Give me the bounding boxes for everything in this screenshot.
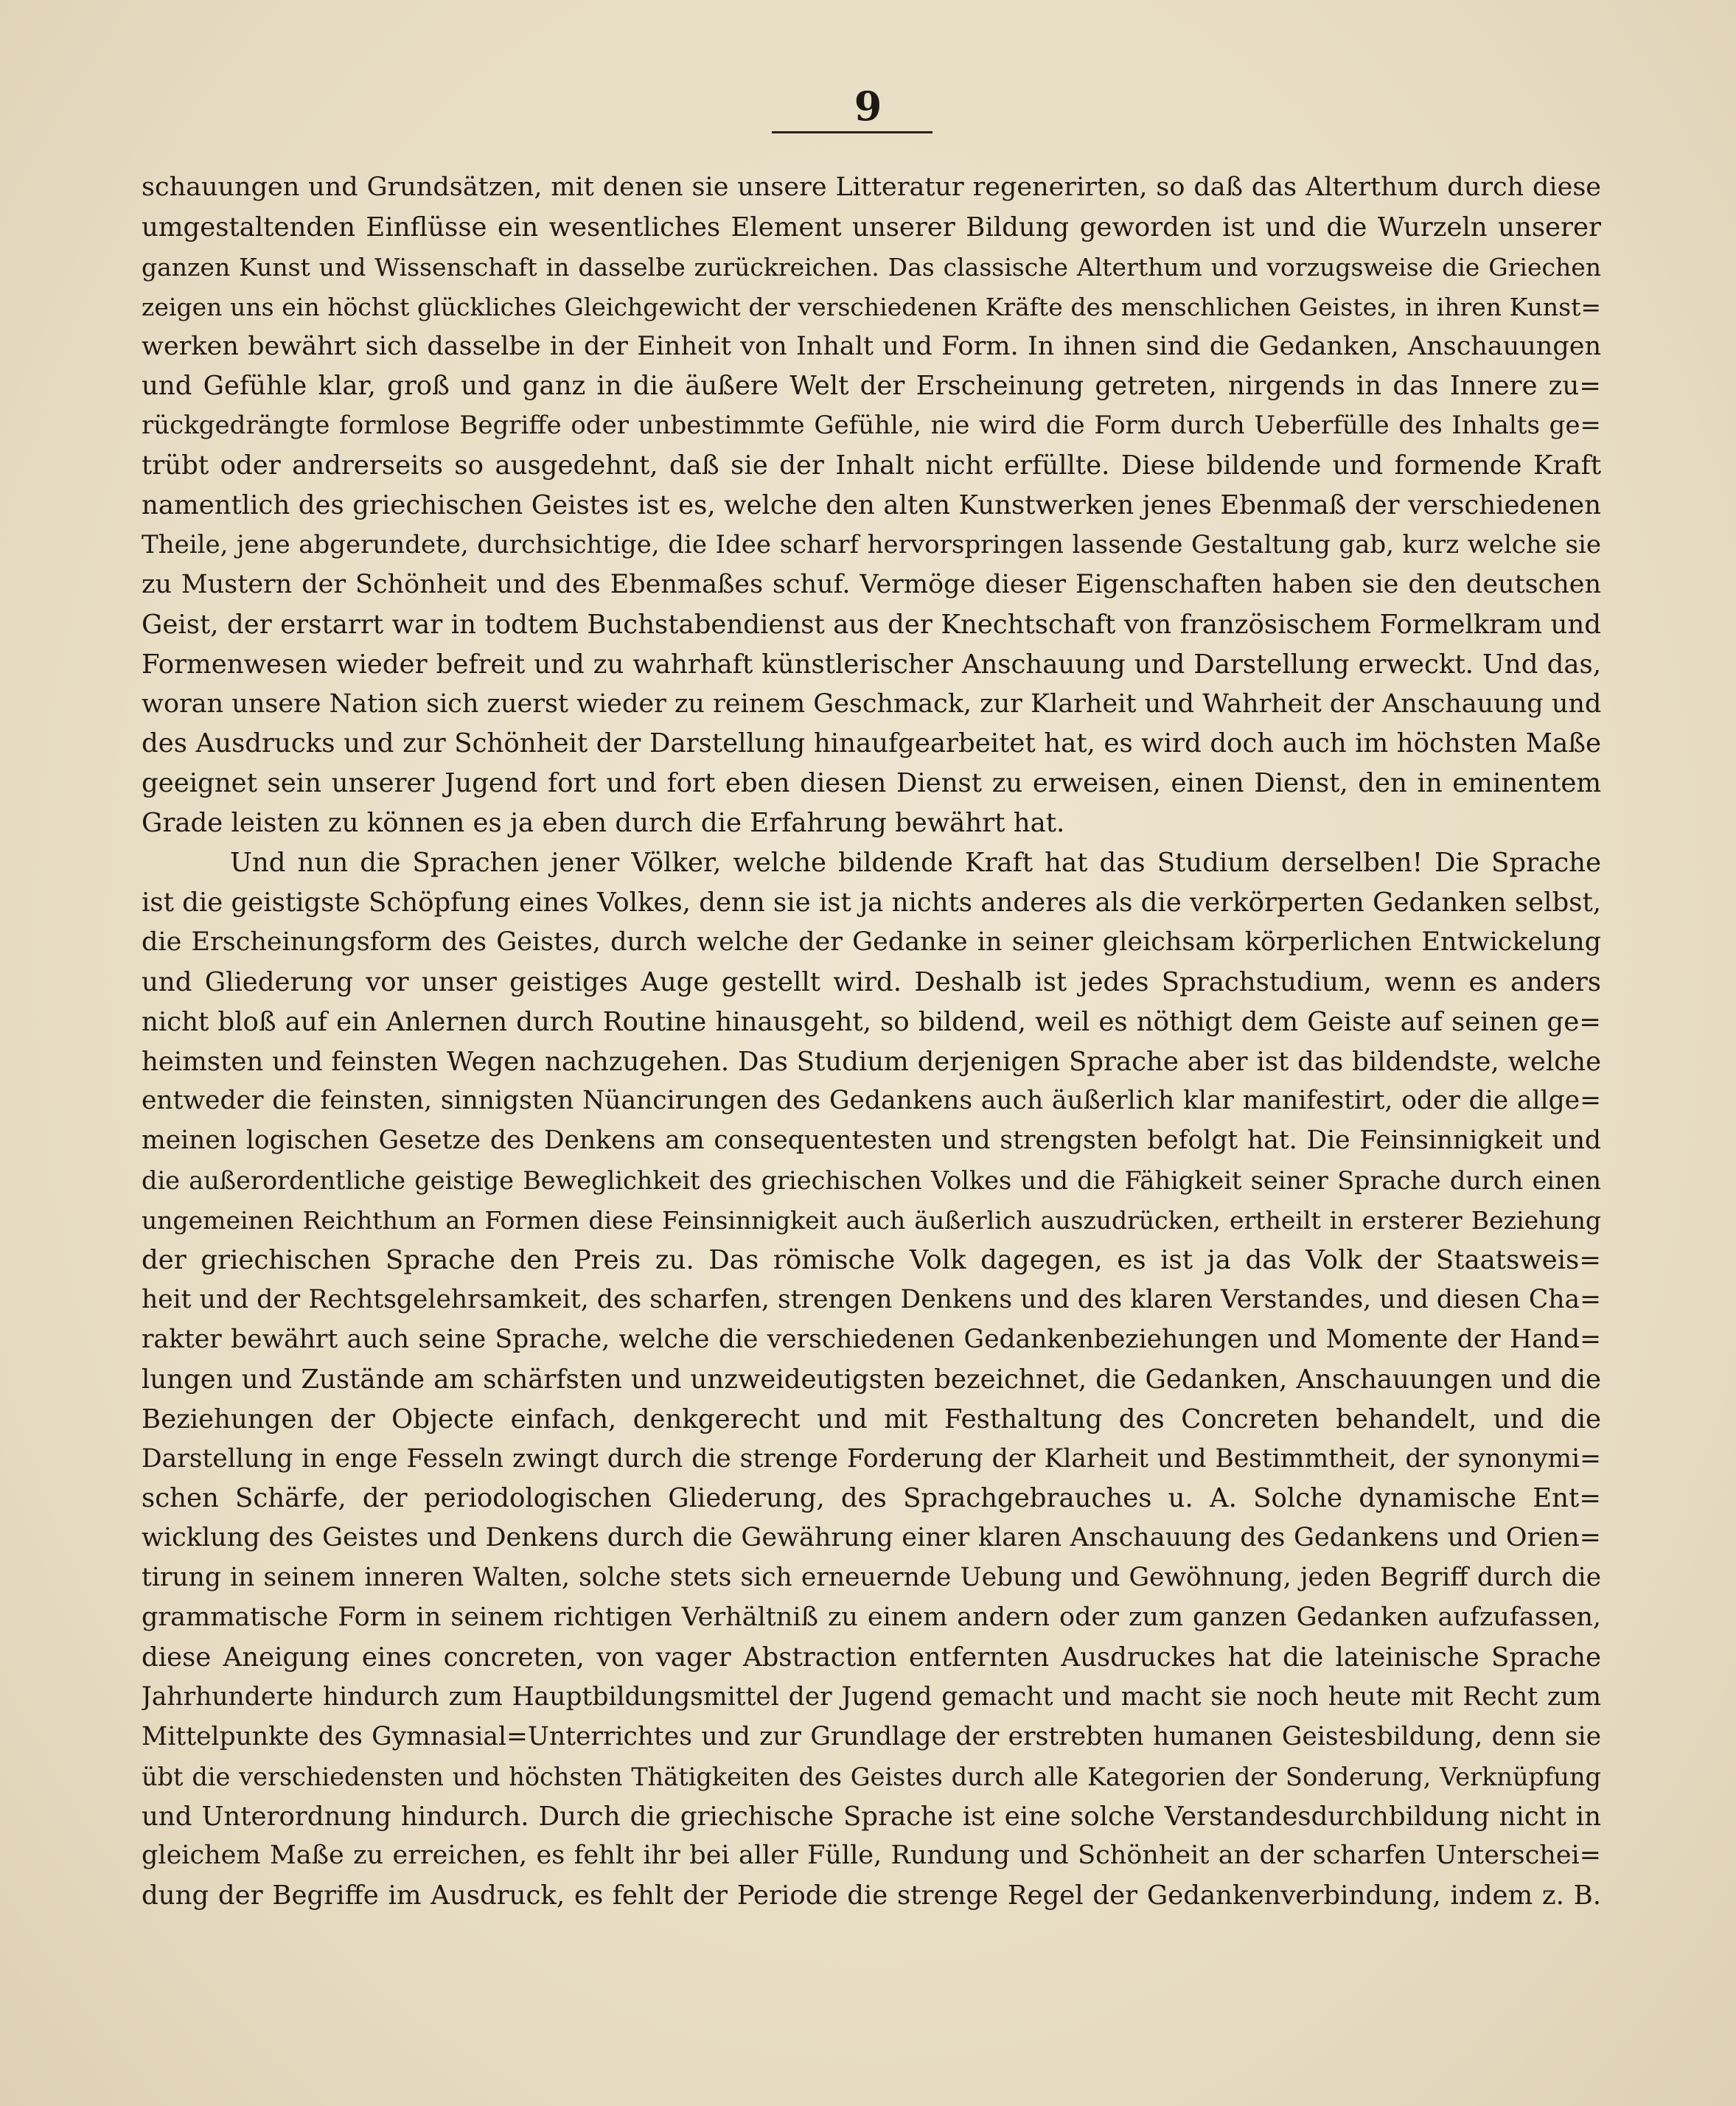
text-line: ist die geistigste Schöpfung eines Volkes, denn sie ist ja nichts anderes als die verkörperten Gedanken selbst, — [142, 888, 1601, 918]
text-line: wicklung des Geistes und Denkens durch die Gewährung einer klaren Anschauung des Gedankens und Orien= — [142, 1523, 1601, 1553]
text-line: des Ausdrucks und zur Schönheit der Darstellung hinaufgearbeitet hat, es wird doch auch im höchsten Maße — [142, 728, 1601, 759]
text-line: die außerordentliche geistige Beweglichkeit des griechischen Volkes und die Fähigkeit seiner Sprache durch einen — [142, 1166, 1601, 1196]
text-line: heit und der Rechtsgelehrsamkeit, des scharfen, strengen Denkens und des klaren Verstandes, und diesen Cha= — [142, 1284, 1601, 1314]
text-line: Beziehungen der Objecte einfach, denkgerecht und mit Festhaltung des Concreten behandelt, und die — [142, 1404, 1601, 1434]
text-line: namentlich des griechischen Geistes ist es, welche den alten Kunstwerken jenes Ebenmaß der verschiedenen — [142, 490, 1601, 521]
text-line: Theile, jene abgerundete, durchsichtige, die Idee scharf hervorspringen lassende Gestaltung gab, kurz welche sie — [142, 530, 1601, 560]
text-line: zu Mustern der Schönheit und des Ebenmaßes schuf. Vermöge dieser Eigenschaften haben sie den deutschen — [142, 569, 1601, 599]
text-line: tirung in seinem inneren Walten, solche stets sich erneuernde Uebung und Gewöhnung, jeden Begriff durch die — [142, 1563, 1601, 1593]
header-rule — [772, 131, 933, 133]
text-line: Geist, der erstarrt war in todtem Buchstabendienst aus der Knechtschaft von französischem Formelkram und — [142, 609, 1601, 640]
text-line: zeigen uns ein höchst glückliches Gleichgewicht der verschiedenen Kräfte des menschlichen Geistes, in ihren Kunst= — [142, 292, 1601, 321]
text-line: grammatische Form in seinem richtigen Verhältniß zu einem andern oder zum ganzen Gedanken aufzufassen, — [142, 1603, 1601, 1633]
text-line: nicht bloß auf ein Anlernen durch Routine hinausgeht, so bildend, weil es nöthigt dem Geiste auf seinen ge= — [142, 1006, 1601, 1037]
body-text — [142, 168, 1601, 1916]
text-line: schauungen und Grundsätzen, mit denen sie unsere Litteratur regenerirten, so daß das Alterthum durch diese — [142, 172, 1601, 202]
text-line: Darstellung in enge Fesseln zwingt durch die strenge Forderung der Klarheit und Bestimmtheit, der synonymi= — [142, 1443, 1601, 1474]
paragraph-end-line: Grade leisten zu können es ja eben durch die Erfahrung bewährt hat. — [142, 808, 1065, 839]
text-line: werken bewährt sich dasselbe in der Einheit von Inhalt und Form. In ihnen sind die Gedanken, Anschauungen — [142, 331, 1601, 361]
text-line: dung der Begriffe im Ausdruck, es fehlt der Periode die strenge Regel der Gedankenverbindung, indem z. B. — [142, 1880, 1601, 1911]
text-line: schen Schärfe, der periodologischen Gliederung, des Sprachgebrauches u. A. Solche dynamische Ent= — [142, 1483, 1601, 1514]
text-line: gleichem Maße zu erreichen, es fehlt ihr bei aller Fülle, Rundung und Schönheit an der scharfen Unterschei= — [142, 1841, 1601, 1871]
text-line: und Gefühle klar, groß und ganz in die äußere Welt der Erscheinung getreten, nirgends in das Innere zu= — [142, 371, 1601, 402]
text-line: trübt oder andrerseits so ausgedehnt, daß sie der Inhalt nicht erfüllte. Diese bildende und formende Kraft — [142, 450, 1601, 481]
paragraph-start-line: Und nun die Sprachen jener Völker, welche bildende Kraft hat das Studium derselben! Die Sprache — [230, 848, 1601, 879]
text-line: ungemeinen Reichthum an Formen diese Feinsinnigkeit auch äußerlich auszudrücken, ertheilt in ersterer Beziehung — [142, 1206, 1601, 1235]
text-line: Formenwesen wieder befreit und zu wahrhaft künstlerischer Anschauung und Darstellung erweckt. Und das, — [142, 649, 1601, 680]
text-line: und Unterordnung hindurch. Durch die griechische Sprache ist eine solche Verstandesdurchbildung nicht in — [142, 1801, 1601, 1832]
text-line: heimsten und feinsten Wegen nachzugehen. Das Studium derjenigen Sprache aber ist das bildendste, welche — [142, 1046, 1601, 1077]
text-line: übt die verschiedensten und höchsten Thätigkeiten des Geistes durch alle Kategorien der Sonderung, Verknüpfung — [142, 1762, 1601, 1791]
text-line: Mittelpunkte des Gymnasial=Unterrichtes und zur Grundlage der erstrebten humanen Geistesbildung, denn sie — [142, 1721, 1601, 1751]
text-line: die Erscheinungsform des Geistes, durch welche der Gedanke in seiner gleichsam körperlichen Entwickelung — [142, 927, 1601, 957]
text-line: und Gliederung vor unser geistiges Auge gestellt wird. Deshalb ist jedes Sprachstudium, wenn es anders — [142, 966, 1601, 997]
page-number: 9 — [854, 83, 882, 130]
text-line: meinen logischen Gesetze des Denkens am consequentesten und strengsten befolgt hat. Die Feinsinnigkeit und — [142, 1126, 1601, 1156]
text-line: woran unsere Nation sich zuerst wieder zu reinem Geschmack, zur Klarheit und Wahrheit der Anschauung und — [142, 688, 1601, 719]
text-line: der griechischen Sprache den Preis zu. Das römische Volk dagegen, es ist ja das Volk der Staatsweis= — [142, 1245, 1601, 1276]
text-line: rakter bewährt auch seine Sprache, welche die verschiedenen Gedankenbeziehungen und Momente der Hand= — [142, 1324, 1601, 1354]
text-line: rückgedrängte formlose Begriffe oder unbestimmte Gefühle, nie wird die Form durch Ueberfülle des Inhalts ge= — [142, 411, 1601, 441]
text-line: lungen und Zustände am schärfsten und unzweideutigsten bezeichnet, die Gedanken, Anschauungen und die — [142, 1364, 1601, 1395]
text-line: ganzen Kunst und Wissenschaft in dasselbe zurückreichen. Das classische Alterthum und vorzugsweise die Griechen — [142, 252, 1601, 282]
text-line: Jahrhunderte hindurch zum Hauptbildungsmittel der Jugend gemacht und macht sie noch heute mit Recht zum — [142, 1681, 1601, 1712]
text-line: entweder die feinsten, sinnigsten Nüancirungen des Gedankens auch äußerlich klar manifestirt, oder die allge= — [142, 1086, 1601, 1116]
text-line: umgestaltenden Einflüsse ein wesentliches Element unserer Bildung geworden ist und die Wurzeln unserer — [142, 212, 1601, 243]
text-line: geeignet sein unserer Jugend fort und fort eben diesen Dienst zu erweisen, einen Dienst, den in eminentem — [142, 768, 1601, 799]
text-line: diese Aneigung eines concreten, von vager Abstraction entfernten Ausdruckes hat die lateinische Sprache — [142, 1642, 1601, 1673]
